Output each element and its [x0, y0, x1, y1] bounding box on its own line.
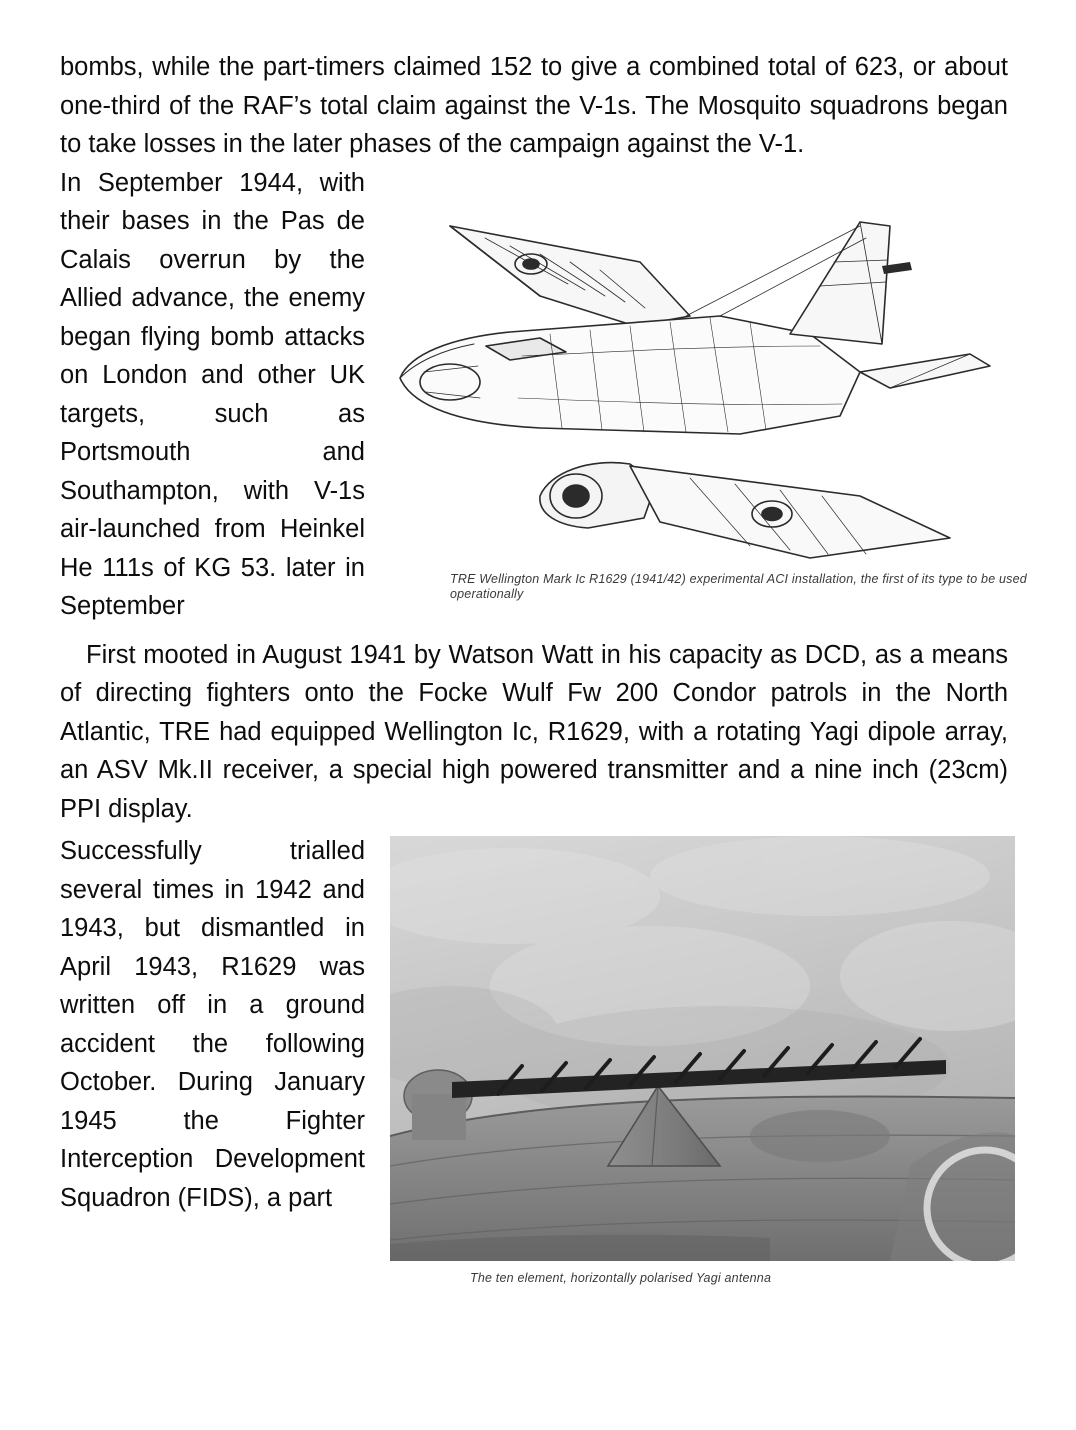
yagi-antenna-photograph: [390, 836, 1015, 1261]
text-column-two: Successfully trialled several times in 1942 and 1943, but dismantled in April 1943, R1629 was written off in a ground accident the following October. During January 1945 the Fighter Interception Development Squadron (FIDS), a part: [60, 837, 365, 1212]
paragraph-top: bombs, while the part-timers claimed 152 to give a combined total of 623, or about one-third of the RAF’s total claim against the V-1s. The Mosquito squadrons began to take losses in the later phases of the campaign against the V-1.: [60, 53, 1008, 158]
figure-two-caption: The ten element, horizontally polarised Yagi antenna: [470, 1271, 772, 1285]
figure-one: [390, 166, 1027, 602]
section-wrap-one: [60, 164, 1027, 634]
text-column-one: In September 1944, with their bases in the Pas de Calais overrun by the Allied advance, the enemy began flying bomb attacks on London and other UK targets, such as Portsmouth and Southampton, with V-1s air-launched from Heinkel He 111s of KG 53. later in September: [60, 168, 365, 620]
figure-one-caption: TRE Wellington Mark Ic R1629 (1941/42) experimental ACI installation, the first of its type to be used operationally: [450, 571, 1027, 601]
wellington-bomber-illustration: [390, 166, 1008, 566]
paragraph-middle: First mooted in August 1941 by Watson Watt in his capacity as DCD, as a means of directing fighters onto the Focke Wulf Fw 200 Condor patrols in the North Atlantic, TRE had equipped Wellington Ic, R1629, with a rotating Yagi dipole array, an ASV Mk.II receiver, a special high powered transmitter and a nine inch (23cm) PPI display.: [60, 640, 1008, 823]
page-content: [60, 48, 1027, 1302]
figure-two: [390, 836, 1015, 1286]
section-wrap-two: [60, 832, 1010, 1302]
